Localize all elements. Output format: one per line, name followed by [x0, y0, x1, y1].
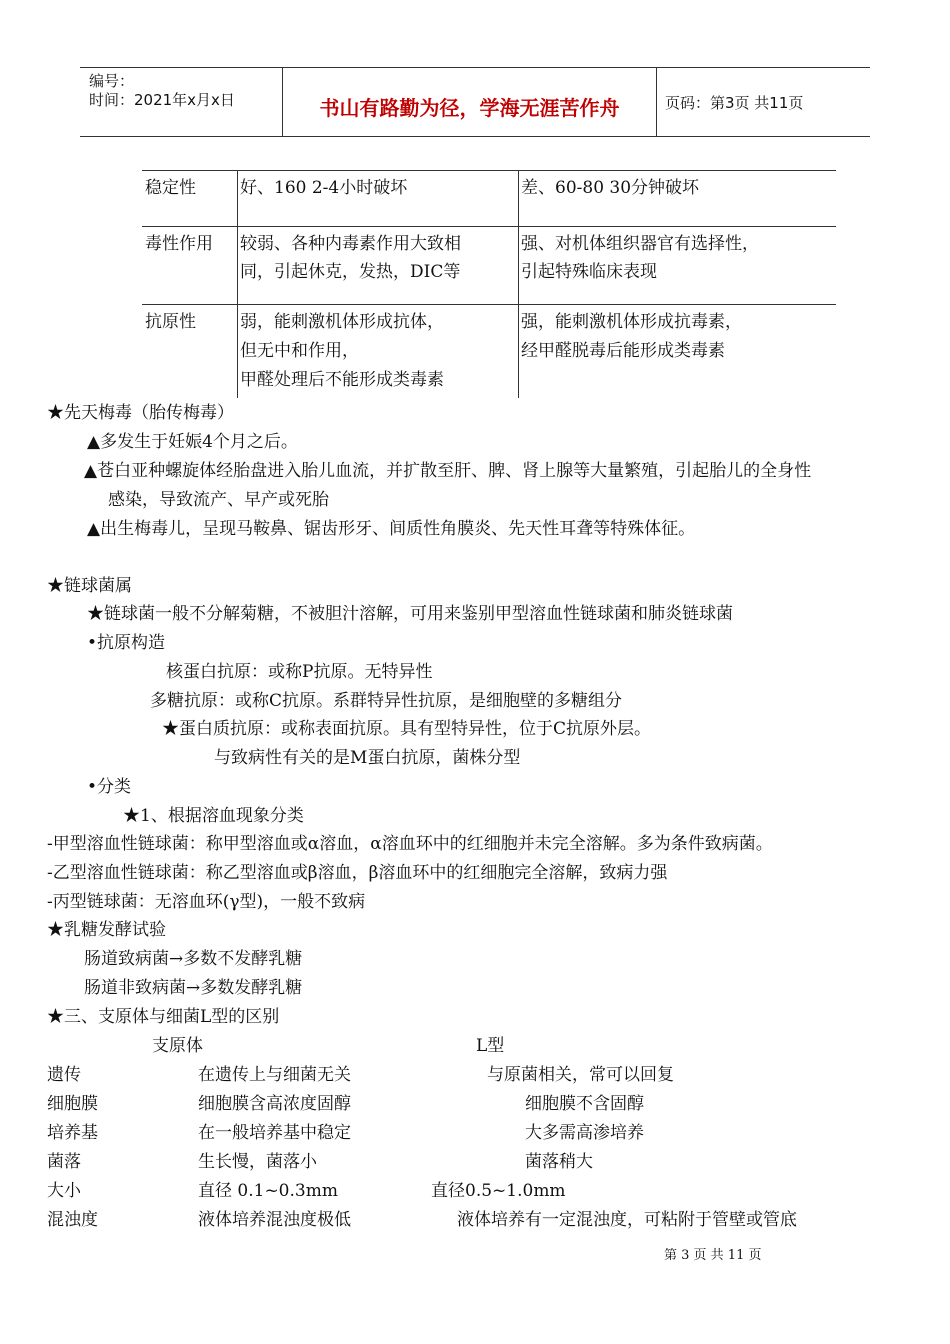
text-line: 核蛋白抗原：或称P抗原。无特异性: [166, 662, 433, 682]
compare-b: 细胞膜不含固醇: [525, 1094, 644, 1114]
table-col-line: [237, 170, 238, 398]
compare-a: 直径 0.1~0.3mm: [198, 1181, 338, 1201]
section-heading: ★三、支原体与细菌L型的区别: [47, 1007, 280, 1027]
text-line: 感染，导致流产、早产或死胎: [108, 490, 329, 510]
compare-b: 菌落稍大: [525, 1152, 593, 1172]
table-cell: 但无中和作用，: [240, 341, 359, 361]
compare-a: 生长慢，菌落小: [198, 1152, 317, 1172]
column-header: 支原体: [152, 1036, 203, 1056]
section-heading: ★先天梅毒（胎传梅毒）: [47, 403, 234, 423]
table-col-line: [518, 170, 519, 398]
table-cell: 经甲醛脱毒后能形成类毒素: [521, 341, 725, 361]
compare-b: 与原菌相关，常可以回复: [487, 1065, 674, 1085]
table-cell: 引起特殊临床表现: [521, 262, 657, 282]
table-cell: 弱，能刺激机体形成抗体，: [240, 312, 444, 332]
compare-label: 大小: [47, 1181, 81, 1201]
compare-a: 液体培养混浊度极低: [198, 1210, 351, 1230]
table-cell: 差、60-80 30分钟破坏: [521, 178, 700, 198]
section-heading: ★链球菌属: [47, 576, 132, 596]
table-rule: [142, 304, 836, 305]
compare-a: 细胞膜含高浓度固醇: [198, 1094, 351, 1114]
header-divider: [656, 68, 657, 136]
page-footer: 第 3 页 共 11 页: [664, 1248, 762, 1263]
section-heading: ★乳糖发酵试验: [47, 920, 166, 940]
text-line: -甲型溶血性链球菌：称甲型溶血或α溶血，α溶血环中的红细胞并未完全溶解。多为条件致病菌。: [47, 834, 773, 854]
text-line: 肠道非致病菌→多数发酵乳糖: [84, 978, 303, 998]
text-line: 与致病性有关的是M蛋白抗原，菌株分型: [214, 748, 521, 768]
doc-date: 时间：2021年x月x日: [89, 91, 235, 109]
compare-b: 大多需高渗培养: [525, 1123, 644, 1143]
compare-a: 在一般培养基中稳定: [198, 1123, 351, 1143]
compare-label: 菌落: [47, 1152, 81, 1172]
text-line: ★蛋白质抗原：或称表面抗原。具有型特异性，位于C抗原外层。: [162, 719, 652, 739]
table-row-label: 抗原性: [145, 312, 196, 332]
compare-b: 直径0.5~1.0mm: [431, 1181, 566, 1201]
subheading: •抗原构造: [87, 633, 166, 653]
compare-a: 在遗传上与细菌无关: [198, 1065, 351, 1085]
table-cell: 强，能刺激机体形成抗毒素，: [521, 312, 742, 332]
table-cell: 强、对机体组织器官有选择性，: [521, 234, 759, 254]
subheading: •分类: [87, 777, 132, 797]
page-header: [80, 67, 870, 137]
text-line: 多糖抗原：或称C抗原。系群特异性抗原，是细胞壁的多糖组分: [150, 691, 623, 711]
bullet-line: ▲出生梅毒儿，呈现马鞍鼻、锯齿形牙、间质性角膜炎、先天性耳聋等特殊体征。: [87, 519, 696, 539]
table-cell: 好、160 2-4小时破坏: [240, 178, 408, 198]
header-motto: 书山有路勤为径，学海无涯苦作舟: [319, 96, 620, 120]
bullet-line: ▲苍白亚种螺旋体经胎盘进入胎儿血流，并扩散至肝、脾、肾上腺等大量繁殖，引起胎儿的全身性: [84, 461, 812, 481]
table-rule: [142, 226, 836, 227]
table-row-label: 毒性作用: [145, 234, 213, 254]
doc-number-label: 编号：: [89, 72, 135, 90]
text-line: ★链球菌一般不分解菊糖，不被胆汁溶解，可用来鉴别甲型溶血性链球菌和肺炎链球菌: [87, 604, 733, 624]
text-line: -丙型链球菌：无溶血环(γ型)，一般不致病: [47, 892, 366, 912]
table-cell: 较弱、各种内毒素作用大致相: [240, 234, 461, 254]
subheading: ★1、根据溶血现象分类: [123, 806, 304, 826]
text-line: -乙型溶血性链球菌：称乙型溶血或β溶血，β溶血环中的红细胞完全溶解，致病力强: [47, 863, 668, 883]
bullet-line: ▲多发生于妊娠4个月之后。: [87, 432, 298, 452]
compare-b: 液体培养有一定混浊度，可粘附于管壁或管底: [457, 1210, 797, 1230]
header-page-info: 页码：第3页 共11页: [665, 94, 804, 112]
text-line: 肠道致病菌→多数不发酵乳糖: [84, 949, 303, 969]
column-header: L型: [476, 1036, 505, 1056]
table-cell: 甲醛处理后不能形成类毒素: [240, 370, 444, 390]
table-rule: [142, 170, 836, 171]
compare-label: 细胞膜: [47, 1094, 98, 1114]
compare-label: 混浊度: [47, 1210, 98, 1230]
compare-label: 培养基: [47, 1123, 98, 1143]
table-cell: 同，引起休克，发热，DIC等: [240, 262, 461, 282]
compare-label: 遗传: [47, 1065, 81, 1085]
table-row-label: 稳定性: [145, 178, 196, 198]
